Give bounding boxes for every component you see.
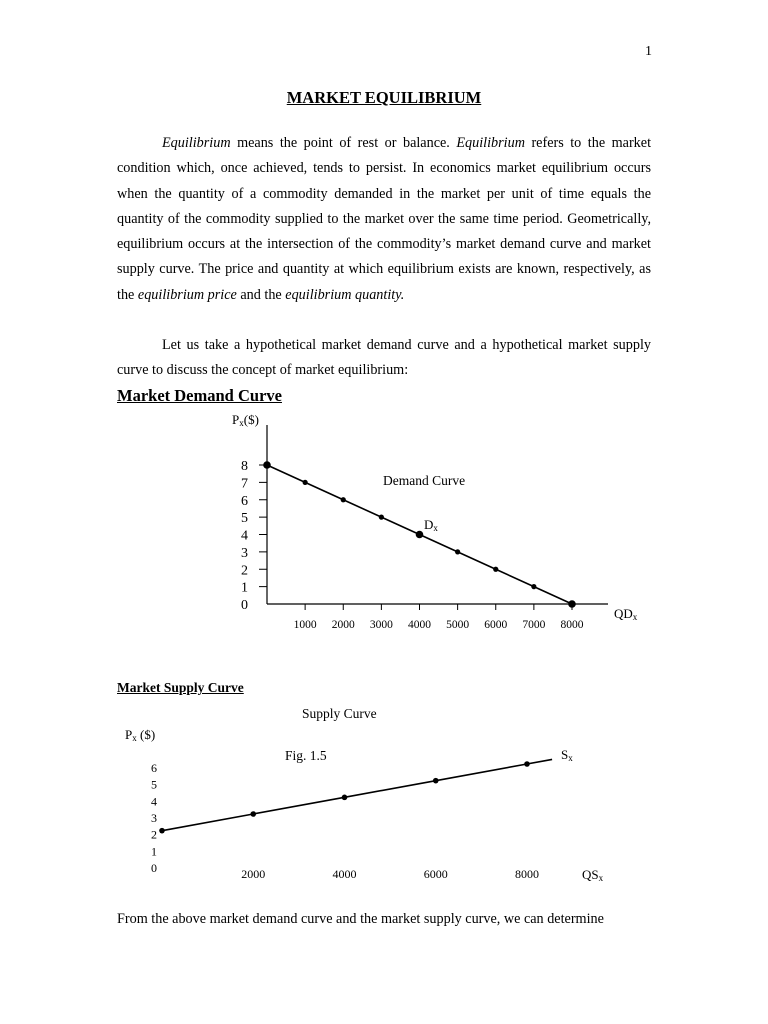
page-number: 1 <box>645 44 652 59</box>
paragraph-conclusion: From the above market demand curve and the market supply curve, we can determine <box>117 911 604 927</box>
y-tick-label: 4 <box>241 528 248 544</box>
x-tick-label: 5000 <box>446 619 470 631</box>
y-tick-label: 1 <box>241 580 248 596</box>
document-title: MARKET EQUILIBRIUM <box>286 88 482 107</box>
paragraph-text: and the <box>236 286 286 303</box>
y-axis-label: Px ($) <box>125 727 156 743</box>
x-tick-label: 4000 <box>408 619 431 631</box>
y-tick-label: 5 <box>241 511 248 527</box>
data-point <box>524 761 530 767</box>
term-equilibrium: Equilibrium <box>456 135 525 151</box>
x-tick-label: 3000 <box>369 619 393 631</box>
y-tick-label: 0 <box>241 598 248 613</box>
term-equilibrium: Equilibrium <box>162 135 231 151</box>
paragraph-text: refers to the market condition which, once achieved, tends to persist. In economics market equilibrium occurs when the quantity of a commodity demanded in the market per unit of time equals the quantity of the commodity supplied to the market over the same time period. Geometrically, equilibrium occurs at the intersection of the commodity’s market demand curve and market supply curve. The price and quantity at which equilibrium exists are known, respectively, as the <box>117 135 652 303</box>
y-tick-label: 2 <box>241 563 248 579</box>
x-tick-label: 2000 <box>241 867 266 881</box>
x-tick-label: 6000 <box>484 619 508 631</box>
x-tick-label: 4000 <box>332 867 357 881</box>
paragraph-text: means the point of rest or balance. <box>230 135 457 151</box>
y-tick-label: 3 <box>151 811 157 825</box>
x-tick-label: 2000 <box>331 619 355 631</box>
y-tick-label: 5 <box>151 777 157 792</box>
y-tick-label: 3 <box>241 545 248 561</box>
term-equilibrium-price: equilibrium price <box>137 286 237 303</box>
y-tick-label: 6 <box>151 761 157 775</box>
supply-curve <box>162 759 552 830</box>
demand-heading: Market Demand Curve <box>117 386 282 405</box>
y-tick-label: 8 <box>241 459 248 474</box>
y-tick-label: 1 <box>151 844 157 859</box>
x-tick-label: 8000 <box>515 867 539 881</box>
y-tick-label: 4 <box>151 794 157 809</box>
term-equilibrium-quantity: equilibrium quantity. <box>285 286 405 303</box>
y-tick-label: 7 <box>241 476 248 492</box>
curve-label: Dx <box>424 517 438 533</box>
y-tick-label: 0 <box>151 861 157 875</box>
data-point <box>159 828 165 834</box>
x-axis-label: QDx <box>614 606 638 622</box>
x-tick-label: 7000 <box>522 619 546 631</box>
data-point <box>342 795 348 801</box>
x-tick-label: 1000 <box>293 619 317 631</box>
y-axis-label: Px($) <box>232 412 259 428</box>
y-tick-label: 2 <box>151 827 157 842</box>
figure-caption: Fig. 1.5 <box>285 748 327 763</box>
data-point <box>250 811 256 817</box>
paragraph-setup: Let us take a hypothetical market demand curve and a hypothetical market supply curve to discuss the concept of market equilibrium: <box>117 337 651 379</box>
chart-title: Supply Curve <box>302 706 377 721</box>
data-point <box>433 778 439 784</box>
y-tick-label: 6 <box>241 493 248 509</box>
x-tick-label: 6000 <box>423 867 448 881</box>
chart-title: Demand Curve <box>383 473 466 488</box>
supply-heading: Market Supply Curve <box>117 680 244 695</box>
curve-label: Sx <box>561 747 573 763</box>
x-tick-label: 8000 <box>560 619 584 631</box>
x-axis-label: QSx <box>582 867 604 883</box>
